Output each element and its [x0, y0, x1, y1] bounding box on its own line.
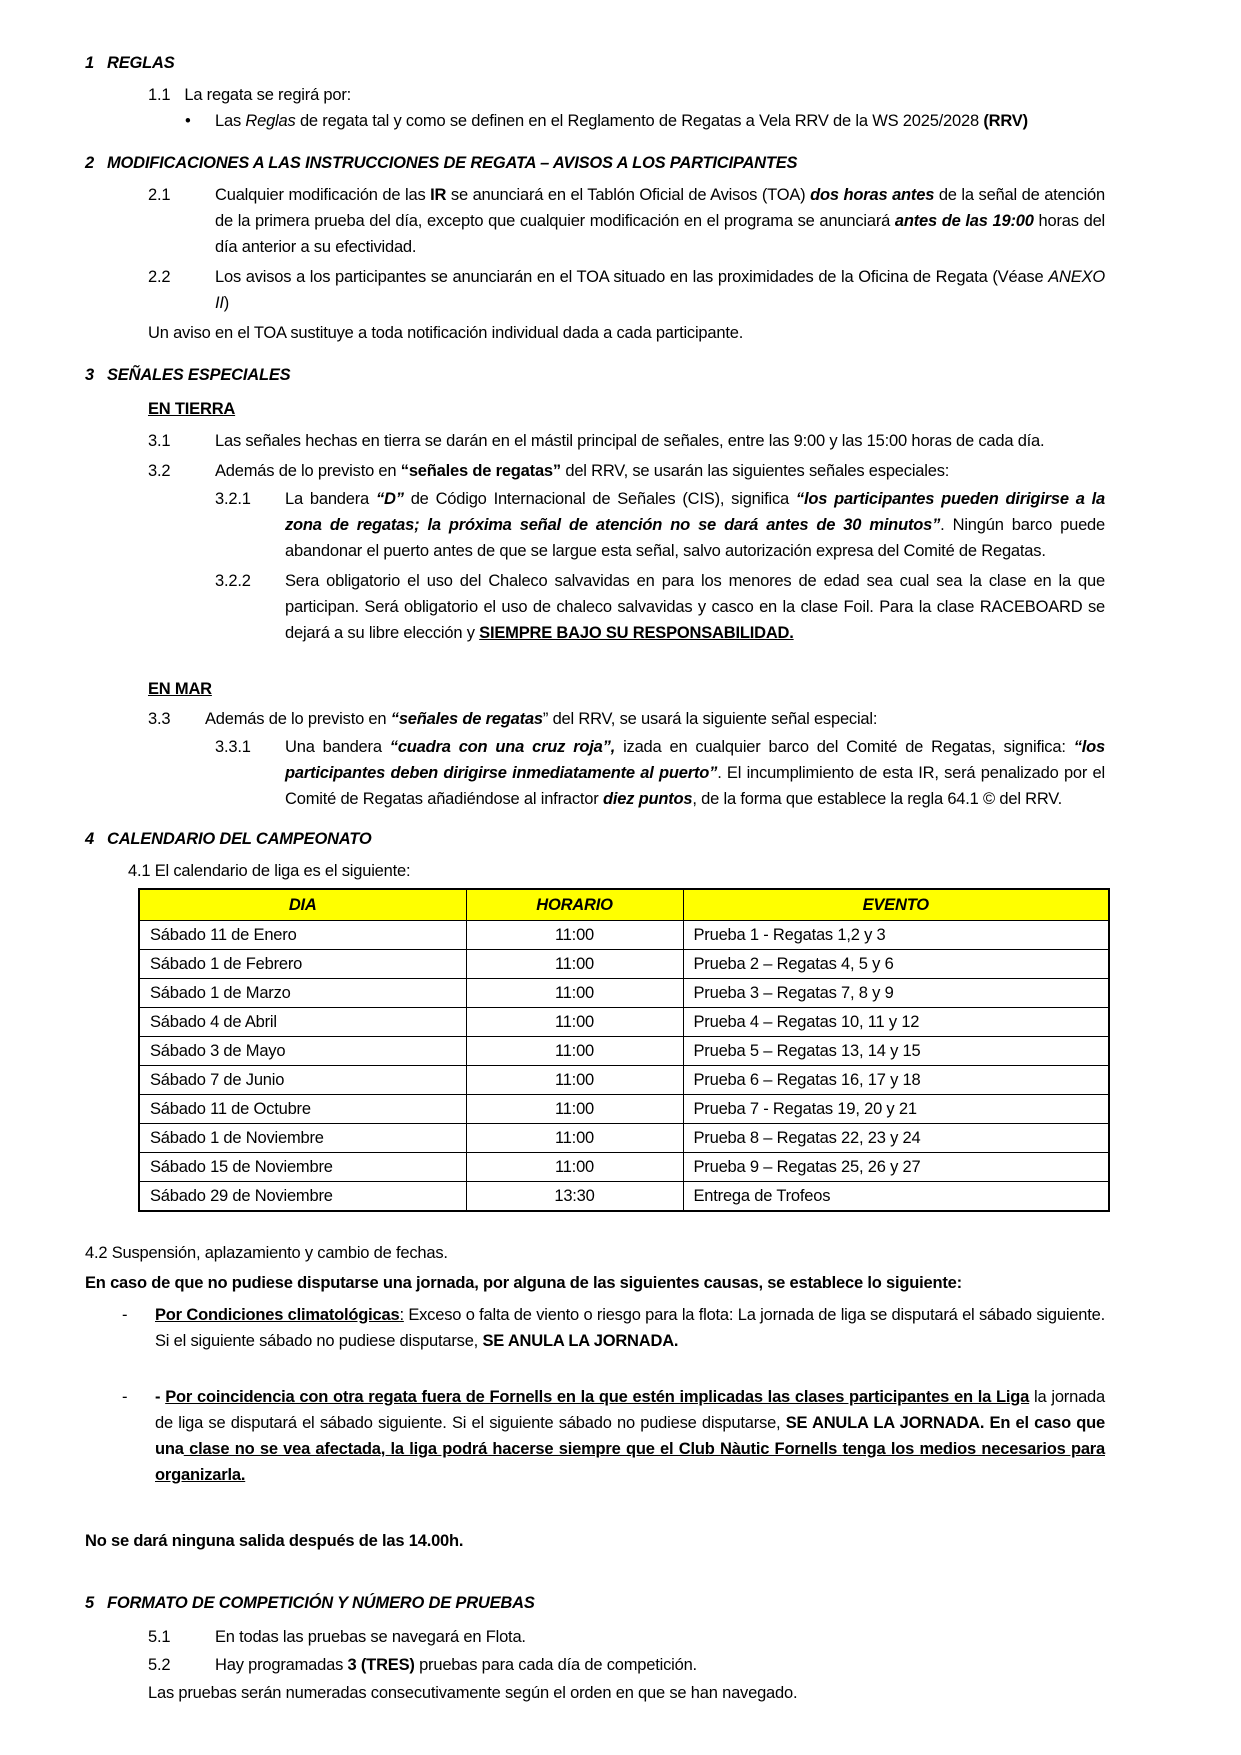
section-number: 4: [85, 830, 94, 848]
clause-number: 5.2: [148, 1656, 171, 1674]
calendar-table: [138, 888, 1110, 1212]
clause-5-1: [85, 1624, 1105, 1650]
section-title: SEÑALES ESPECIALES: [107, 366, 291, 384]
cell-evento: Prueba 4 – Regatas 10, 11 y 12: [683, 1008, 1109, 1037]
clause-number: 1.1: [148, 86, 171, 104]
bullet-icon: •: [185, 112, 191, 130]
clause-3-1: [85, 428, 1105, 454]
clause-3-2-2: [85, 568, 1105, 646]
clause-number: 2.2: [148, 268, 171, 286]
cell-horario: 11:00: [466, 950, 683, 979]
clause-text: Sera obligatorio el uso del Chaleco salvavidas en para los menores de edad sea cual sea la clase en la que participan. Será obligatorio el uso de chaleco salvavidas y casco en la clase Foil. Para la clase RACEBOARD se dejará a su libre elección y SIEMPRE BAJO SU RESPONSABILIDAD.: [285, 572, 1105, 642]
para-4-2: 4.2 Suspensión, aplazamiento y cambio de fechas.: [85, 1244, 448, 1262]
clause-text: Una bandera “cuadra con una cruz roja”, izada en cualquier barco del Comité de Regatas, significa: “los participantes deben dirigirse inmediatamente al puerto”. El incumplimiento de esta IR, será penalizado por el Comité de Regatas añadiéndose al infractor diez puntos, de la forma que establece la regla 64.1 © del RRV.: [285, 738, 1105, 808]
cell-horario: 11:00: [466, 1153, 683, 1182]
section-title: MODIFICACIONES A LAS INSTRUCCIONES DE REGATA – AVISOS A LOS PARTICIPANTES: [107, 154, 798, 172]
col-header-evento: EVENTO: [683, 889, 1109, 921]
clause-3-2-1: [85, 486, 1105, 564]
bullet-text: Las Reglas de regata tal y como se definen en el Reglamento de Regatas a Vela RRV de la WS 2025/2028 (RRV): [215, 112, 1028, 130]
section-number: 1: [85, 54, 94, 72]
table-row: [139, 979, 1109, 1008]
dash-text: - Por coincidencia con otra regata fuera de Fornells en la que estén implicadas las clases participantes en la Liga la jornada de liga se disputará el sábado siguiente. Si el siguiente sábado no pudiese disputarse, SE ANULA LA JORNADA. En el caso que una clase no se vea afectada, la liga podrá hacerse siempre que el Club Nàutic Fornells tenga los medios necesarios para organizarla.: [155, 1388, 1105, 1484]
para-4-2-intro: En caso de que no pudiese disputarse una jornada, por alguna de las siguientes causas, se establece lo siguiente:: [85, 1274, 962, 1292]
section-number: 2: [85, 154, 94, 172]
cell-dia: Sábado 29 de Noviembre: [139, 1182, 466, 1212]
clause-number: 3.3.1: [215, 738, 251, 756]
cell-evento: Prueba 5 – Regatas 13, 14 y 15: [683, 1037, 1109, 1066]
clause-number: 3.3: [148, 710, 171, 728]
clause-number: 3.2.2: [215, 572, 251, 590]
clause-number: 5.1: [148, 1628, 171, 1646]
section-heading-3: [85, 362, 1105, 388]
cell-dia: Sábado 15 de Noviembre: [139, 1153, 466, 1182]
bullet-item-rules: [185, 108, 1105, 134]
clause-text: Hay programadas 3 (TRES) pruebas para cada día de competición.: [215, 1656, 697, 1674]
clause-text: Los avisos a los participantes se anunciarán en el TOA situado en las proximidades de la Oficina de Regata (Véase ANEXO II): [215, 268, 1105, 312]
cell-horario: 11:00: [466, 1124, 683, 1153]
clause-number: 3.1: [148, 432, 171, 450]
section-heading-1: [85, 50, 1105, 76]
cell-evento: Prueba 9 – Regatas 25, 26 y 27: [683, 1153, 1109, 1182]
cell-evento: Prueba 1 - Regatas 1,2 y 3: [683, 921, 1109, 950]
cell-dia: Sábado 1 de Febrero: [139, 950, 466, 979]
cell-dia: Sábado 11 de Enero: [139, 921, 466, 950]
clause-text: En todas las pruebas se navegará en Flota.: [215, 1628, 526, 1646]
dash-icon: -: [122, 1388, 128, 1406]
clause-3-3: [85, 706, 1105, 732]
clause-text: Cualquier modificación de las IR se anunciará en el Tablón Oficial de Avisos (TOA) dos horas antes de la señal de atención de la primera prueba del día, excepto que cualquier modificación en el programa se anunciará antes de las 19:00 horas del día anterior a su efectividad.: [215, 186, 1106, 256]
section-title: FORMATO DE COMPETICIÓN Y NÚMERO DE PRUEBAS: [107, 1594, 535, 1612]
table-row: [139, 1037, 1109, 1066]
clause-5-2: [85, 1652, 1105, 1678]
cell-horario: 11:00: [466, 979, 683, 1008]
cell-evento: Entrega de Trofeos: [683, 1182, 1109, 1212]
clause-number: 2.1: [148, 186, 171, 204]
section-heading-4: [85, 826, 1105, 852]
clause-text: Las señales hechas en tierra se darán en el mástil principal de señales, entre las 9:00 y las 15:00 horas de cada día.: [215, 432, 1045, 450]
table-row: [139, 1008, 1109, 1037]
section-title: CALENDARIO DEL CAMPEONATO: [107, 830, 372, 848]
section-heading-2: [85, 150, 1105, 176]
col-header-dia: DIA: [139, 889, 466, 921]
cell-horario: 11:00: [466, 921, 683, 950]
cell-dia: Sábado 4 de Abril: [139, 1008, 466, 1037]
cell-evento: Prueba 6 – Regatas 16, 17 y 18: [683, 1066, 1109, 1095]
clause-text: La regata se regirá por:: [184, 86, 352, 104]
cell-dia: Sábado 1 de Noviembre: [139, 1124, 466, 1153]
cell-horario: 11:00: [466, 1095, 683, 1124]
cell-horario: 11:00: [466, 1008, 683, 1037]
table-row: [139, 921, 1109, 950]
section-title: REGLAS: [107, 54, 175, 72]
dash-item-coincidencia: [85, 1384, 1105, 1488]
clause-2-1: [85, 182, 1105, 260]
table-row: [139, 1153, 1109, 1182]
cell-horario: 11:00: [466, 1066, 683, 1095]
cell-dia: Sábado 7 de Junio: [139, 1066, 466, 1095]
cell-evento: Prueba 8 – Regatas 22, 23 y 24: [683, 1124, 1109, 1153]
cell-evento: Prueba 2 – Regatas 4, 5 y 6: [683, 950, 1109, 979]
section-number: 5: [85, 1594, 94, 1612]
clause-text: Además de lo previsto en “señales de regatas” del RRV, se usarán las siguientes señales especiales:: [215, 462, 950, 480]
cell-dia: Sábado 3 de Mayo: [139, 1037, 466, 1066]
clause-number: 3.2: [148, 462, 171, 480]
dash-text: Por Condiciones climatológicas: Exceso o falta de viento o riesgo para la flota: La jornada de liga se disputará el sábado siguiente. Si el siguiente sábado no pudiese disputarse, SE ANULA LA JORNADA.: [155, 1306, 1105, 1350]
cell-horario: 11:00: [466, 1037, 683, 1066]
col-header-horario: HORARIO: [466, 889, 683, 921]
table-row: [139, 1182, 1109, 1212]
table-row: [139, 950, 1109, 979]
table-row: [139, 1066, 1109, 1095]
para-no-salida: No se dará ninguna salida después de las 14.00h.: [85, 1532, 464, 1550]
clause-number: 3.2.1: [215, 490, 251, 508]
clause-1-1: [148, 82, 1105, 108]
subheading-en-tierra: EN TIERRA: [148, 400, 236, 418]
clause-text: Además de lo previsto en “señales de regatas” del RRV, se usará la siguiente señal especial:: [205, 710, 878, 728]
clause-2-2: [85, 264, 1105, 316]
section-heading-5: [85, 1590, 1105, 1616]
cell-evento: Prueba 7 - Regatas 19, 20 y 21: [683, 1095, 1109, 1124]
section-number: 3: [85, 366, 94, 384]
table-header-row: [139, 889, 1109, 921]
dash-icon: -: [122, 1306, 128, 1324]
para-toa-notice: Un aviso en el TOA sustituye a toda notificación individual dada a cada participante.: [148, 324, 744, 342]
clause-3-2: [85, 458, 1105, 484]
table-row: [139, 1095, 1109, 1124]
cell-horario: 13:30: [466, 1182, 683, 1212]
dash-item-climatologicas: [85, 1302, 1105, 1354]
clause-text: La bandera “D” de Código Internacional de Señales (CIS), significa “los participantes pueden dirigirse a la zona de regatas; la próxima señal de atención no se dará antes de 30 minutos”. Ningún barco puede abandonar el puerto antes de que se largue esta señal, salvo autorización expresa del Comité de Regatas.: [285, 490, 1105, 560]
para-pruebas-numeradas: Las pruebas serán numeradas consecutivamente según el orden en que se han navegado.: [148, 1684, 798, 1702]
cell-dia: Sábado 1 de Marzo: [139, 979, 466, 1008]
cell-dia: Sábado 11 de Octubre: [139, 1095, 466, 1124]
subheading-en-mar: EN MAR: [148, 680, 212, 698]
para-4-1: 4.1 El calendario de liga es el siguiente:: [128, 862, 411, 880]
table-row: [139, 1124, 1109, 1153]
cell-evento: Prueba 3 – Regatas 7, 8 y 9: [683, 979, 1109, 1008]
clause-3-3-1: [85, 734, 1105, 812]
